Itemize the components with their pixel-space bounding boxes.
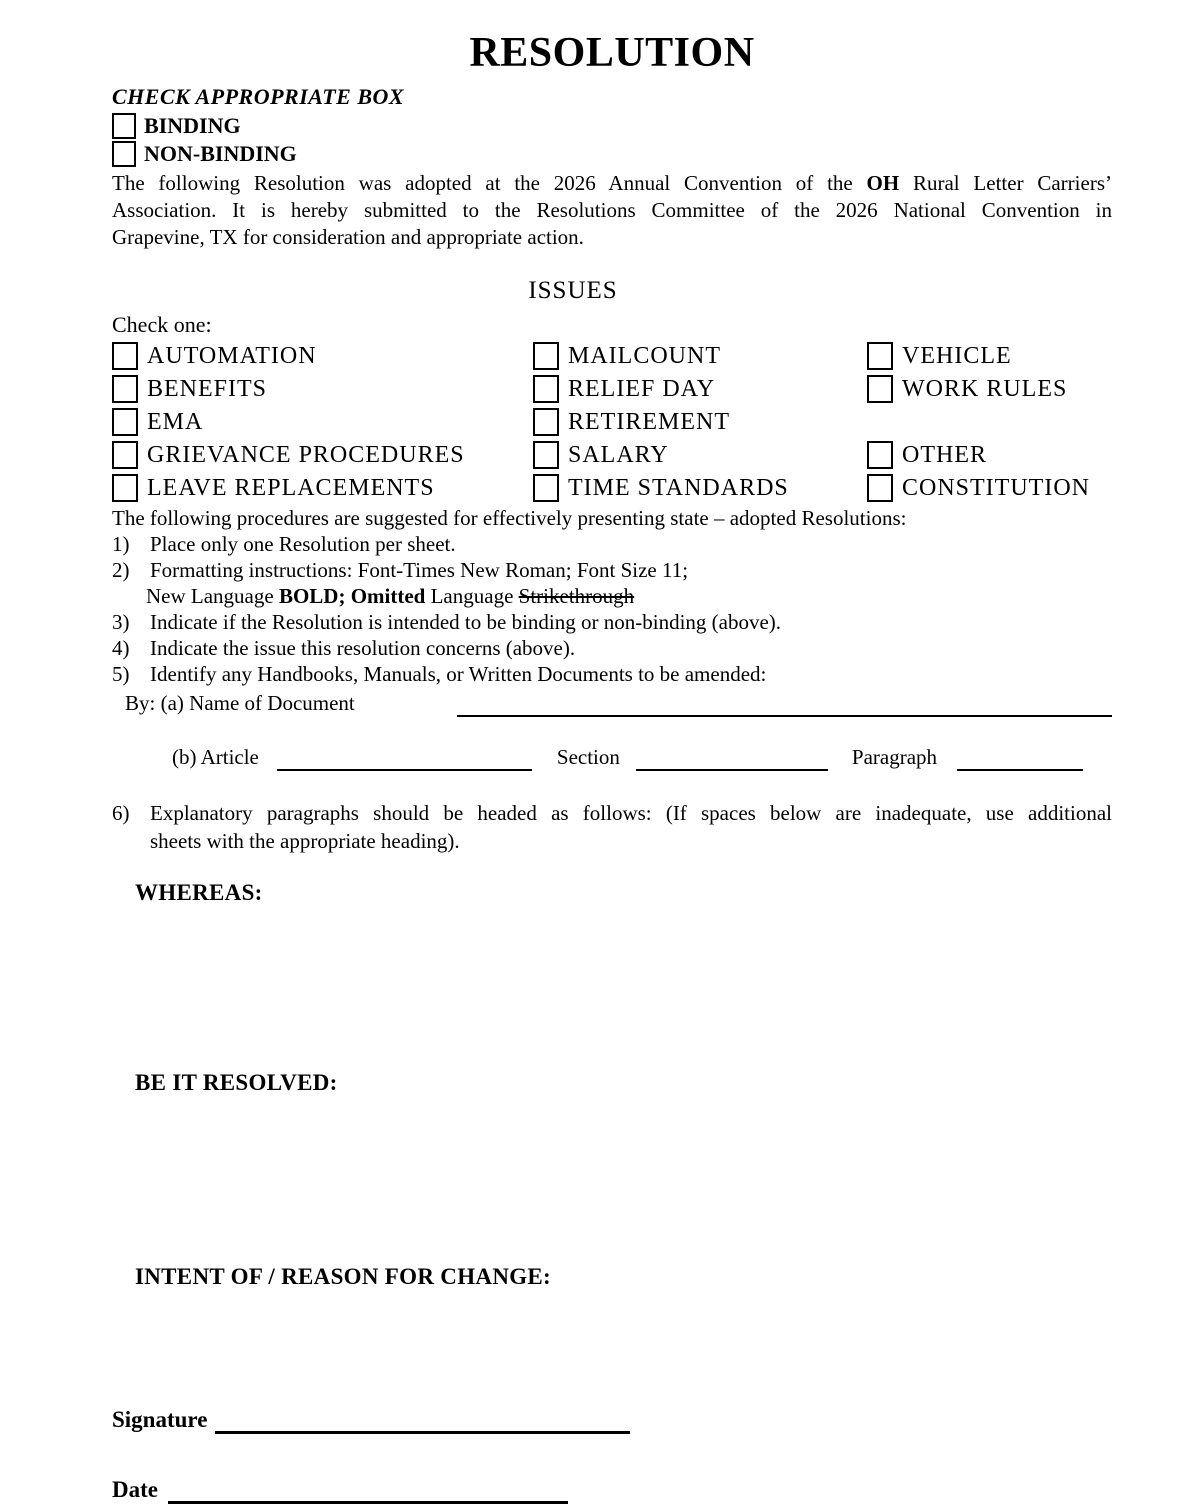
automation-checkbox[interactable] bbox=[112, 342, 138, 370]
section-field[interactable] bbox=[636, 745, 828, 771]
non-binding-checkbox[interactable] bbox=[112, 141, 136, 167]
issue-label: VEHICLE bbox=[902, 342, 1012, 369]
salary-checkbox[interactable] bbox=[533, 441, 559, 469]
retirement-checkbox[interactable] bbox=[533, 408, 559, 436]
procedure-item-3: 3) Indicate if the Resolution is intended to be binding or non-binding (above). bbox=[112, 610, 782, 634]
other-checkbox[interactable] bbox=[867, 441, 893, 469]
date-label: Date bbox=[112, 1477, 158, 1502]
name-of-document-field[interactable] bbox=[457, 691, 1112, 717]
issue-salary bbox=[533, 438, 867, 471]
mailcount-checkbox[interactable] bbox=[533, 342, 559, 370]
issue-label: RETIREMENT bbox=[568, 408, 730, 435]
whereas-heading: WHEREAS: bbox=[135, 880, 263, 905]
item-number: 2) bbox=[112, 558, 130, 582]
issue-ema bbox=[112, 405, 533, 438]
non-binding-option-row bbox=[112, 140, 1112, 168]
procedure-item-5: 5) Identify any Handbooks, Manuals, or Written Documents to be amended: bbox=[112, 662, 767, 686]
check-one-label: Check one: bbox=[112, 312, 212, 337]
issue-other bbox=[867, 438, 1112, 471]
issue-label: LEAVE REPLACEMENTS bbox=[147, 474, 435, 501]
issue-label: SALARY bbox=[568, 441, 669, 468]
issue-label: EMA bbox=[147, 408, 204, 435]
issue-label: GRIEVANCE PROCEDURES bbox=[147, 441, 465, 468]
date-row bbox=[112, 1474, 1112, 1504]
intro-line-3: Grapevine, TX for consideration and appropriate action. bbox=[112, 225, 584, 249]
intro-line-2: Association. It is hereby submitted to the Resolutions Committee of the 2026 National Convention in bbox=[112, 198, 1112, 222]
intro-paragraph bbox=[112, 170, 1112, 251]
page-title: RESOLUTION bbox=[469, 30, 755, 76]
article-label: (b) Article bbox=[172, 745, 259, 769]
procedure-item-6 bbox=[112, 799, 1112, 855]
article-field[interactable] bbox=[277, 745, 532, 771]
issue-automation bbox=[112, 339, 533, 372]
leave-replacements-checkbox[interactable] bbox=[112, 474, 138, 502]
issue-grievance-procedures bbox=[112, 438, 533, 471]
check-appropriate-box-heading: CHECK APPROPRIATE BOX bbox=[112, 84, 405, 109]
signature-row bbox=[112, 1404, 1112, 1434]
vehicle-checkbox[interactable] bbox=[867, 342, 893, 370]
article-section-paragraph-row bbox=[112, 741, 1112, 771]
paragraph-field[interactable] bbox=[957, 745, 1083, 771]
item-6-line-2: sheets with the appropriate heading). bbox=[150, 829, 460, 853]
item-number: 6) bbox=[112, 801, 130, 825]
intro-line-1: The following Resolution was adopted at the 2026 Annual Convention of the OH Rural Letter Carriers’ bbox=[112, 171, 1112, 195]
item-number: 1) bbox=[112, 532, 130, 556]
paragraph-label: Paragraph bbox=[851, 745, 938, 769]
intent-reason-heading: INTENT OF / REASON FOR CHANGE: bbox=[135, 1264, 552, 1289]
issues-heading: ISSUES bbox=[528, 277, 618, 304]
constitution-checkbox[interactable] bbox=[867, 474, 893, 502]
ema-checkbox[interactable] bbox=[112, 408, 138, 436]
relief-day-checkbox[interactable] bbox=[533, 375, 559, 403]
procedures-intro: The following procedures are suggested for effectively presenting state – adopted Resolutions: bbox=[112, 506, 907, 530]
signature-label: Signature bbox=[112, 1407, 208, 1432]
issue-label: RELIEF DAY bbox=[568, 375, 716, 402]
be-it-resolved-heading: BE IT RESOLVED: bbox=[135, 1070, 338, 1095]
procedure-item-4: 4) Indicate the issue this resolution concerns (above). bbox=[112, 636, 576, 660]
issue-mailcount bbox=[533, 339, 867, 372]
issue-label: BENEFITS bbox=[147, 375, 268, 402]
signature-field[interactable] bbox=[215, 1405, 630, 1434]
issue-label: WORK RULES bbox=[902, 375, 1068, 402]
date-field[interactable] bbox=[168, 1475, 568, 1504]
issue-label: TIME STANDARDS bbox=[568, 474, 789, 501]
binding-option-row bbox=[112, 112, 1112, 140]
issue-benefits bbox=[112, 372, 533, 405]
issue-label: MAILCOUNT bbox=[568, 342, 721, 369]
name-of-document-row bbox=[112, 687, 1112, 717]
item-number: 3) bbox=[112, 610, 130, 634]
procedure-item-2-line-2: New Language BOLD; Omitted Language Strikethrough bbox=[146, 584, 635, 608]
issue-work-rules bbox=[867, 372, 1112, 405]
benefits-checkbox[interactable] bbox=[112, 375, 138, 403]
issue-time-standards bbox=[533, 471, 867, 504]
issue-relief-day bbox=[533, 372, 867, 405]
issue-label: AUTOMATION bbox=[147, 342, 317, 369]
binding-checkbox[interactable] bbox=[112, 113, 136, 139]
issue-label: CONSTITUTION bbox=[902, 474, 1090, 501]
time-standards-checkbox[interactable] bbox=[533, 474, 559, 502]
item-number: 5) bbox=[112, 662, 130, 686]
state-abbreviation: OH bbox=[866, 171, 900, 195]
binding-label: BINDING bbox=[144, 113, 241, 138]
issue-leave-replacements bbox=[112, 471, 533, 504]
procedure-item-1: 1) Place only one Resolution per sheet. bbox=[112, 532, 456, 556]
issue-constitution bbox=[867, 471, 1112, 504]
issues-checkbox-grid bbox=[112, 339, 1112, 504]
issue-vehicle bbox=[867, 339, 1112, 372]
issue-label: OTHER bbox=[902, 441, 987, 468]
section-label: Section bbox=[556, 745, 620, 769]
issue-retirement bbox=[533, 405, 867, 438]
name-of-document-label: By: (a) Name of Document bbox=[125, 691, 355, 715]
item-number: 4) bbox=[112, 636, 130, 660]
bold-sample: BOLD; Omitted bbox=[278, 584, 426, 608]
grievance-procedures-checkbox[interactable] bbox=[112, 441, 138, 469]
work-rules-checkbox[interactable] bbox=[867, 375, 893, 403]
strikethrough-sample: Strikethrough bbox=[518, 584, 635, 608]
procedure-item-2: 2) Formatting instructions: Font-Times New Roman; Font Size 11; bbox=[112, 558, 689, 582]
item-6-line-1: Explanatory paragraphs should be headed as follows: (If spaces below are inadequate, use additional bbox=[150, 801, 1112, 825]
non-binding-label: NON-BINDING bbox=[144, 141, 297, 166]
issue-empty-cell bbox=[867, 405, 1112, 438]
